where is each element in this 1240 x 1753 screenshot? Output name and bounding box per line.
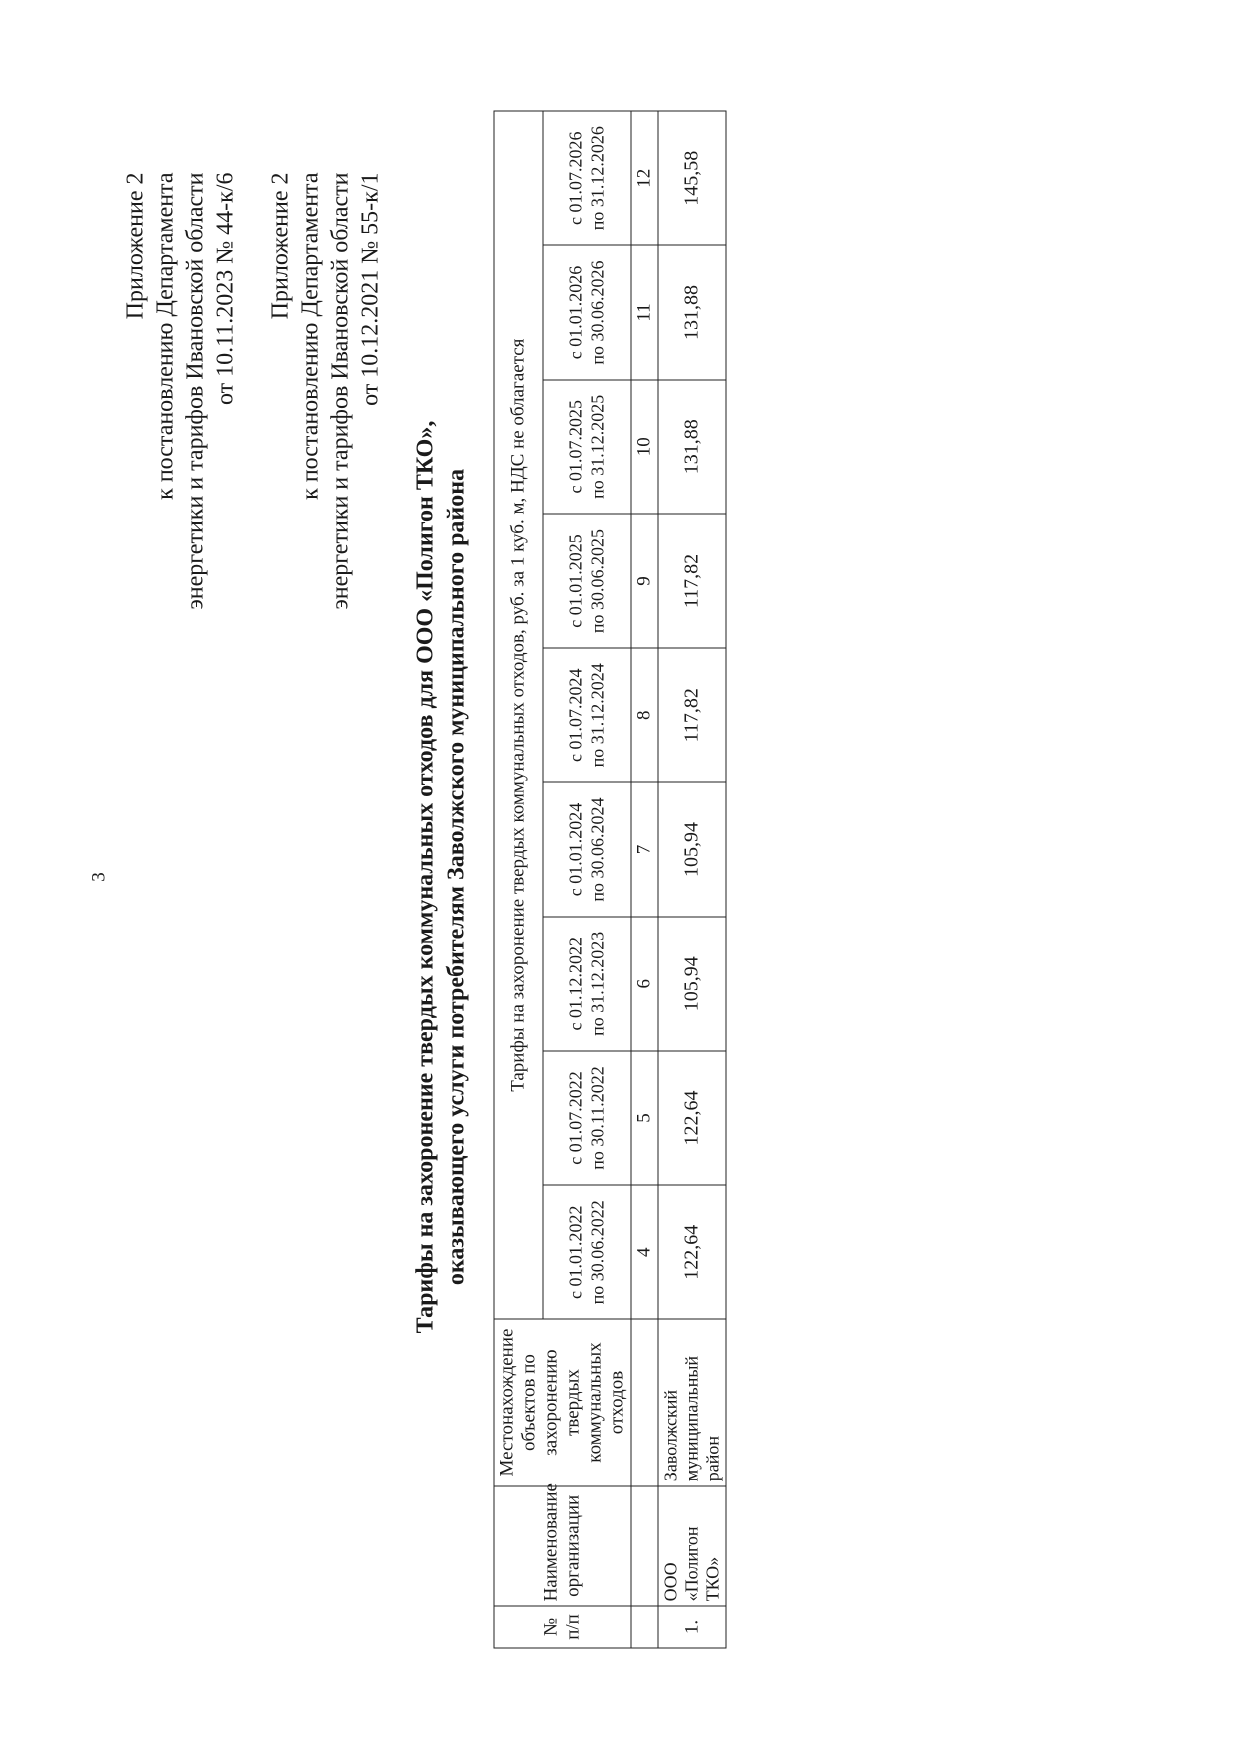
- period-header: с 01.01.2024 по 30.06.2024: [542, 782, 630, 916]
- tariff-value: 122,64: [658, 1050, 726, 1184]
- page-number: 3: [88, 871, 109, 882]
- column-number: 9: [631, 513, 658, 647]
- column-number: 5: [631, 1050, 658, 1184]
- tariff-value: 117,82: [658, 513, 726, 647]
- annex-line: Приложение 2: [267, 172, 293, 319]
- column-number: 10: [631, 379, 658, 513]
- header-org: Наименование организации: [494, 1485, 631, 1605]
- annex-line: энергетики и тарифов Ивановской области: [182, 172, 208, 610]
- period-header: с 01.01.2026 по 30.06.2026: [542, 245, 630, 379]
- annex-block-current: [120, 172, 240, 609]
- tariff-value: 131,88: [658, 379, 726, 513]
- period-header: с 01.01.2025 по 30.06.2025: [542, 513, 630, 647]
- period-header: с 01.07.2025 по 31.12.2025: [542, 379, 630, 513]
- period-header: с 01.07.2024 по 31.12.2024: [542, 648, 630, 782]
- column-number-row: [631, 111, 658, 1648]
- period-header: с 01.07.2022 по 30.11.2022: [542, 1050, 630, 1184]
- annex-line: к постановлению Департамента: [297, 172, 323, 500]
- row-num: 1.: [658, 1605, 726, 1647]
- column-number: 4: [631, 1185, 658, 1319]
- tariff-value: 105,94: [658, 916, 726, 1050]
- table-row: [658, 111, 726, 1648]
- annex-block-original: [265, 172, 385, 609]
- empty-cell: [631, 1605, 658, 1647]
- period-header: с 01.01.2022 по 30.06.2022: [542, 1185, 630, 1319]
- title-line: оказывающего услуги потребителям Заволжского муниципального района: [443, 468, 469, 1285]
- column-number: 11: [631, 245, 658, 379]
- annex-line: от 10.12.2021 № 55-к/1: [357, 172, 383, 406]
- empty-cell: [631, 1319, 658, 1485]
- annex-line: к постановлению Департамента: [152, 172, 178, 500]
- annex-line: от 10.11.2023 № 44-к/6: [212, 172, 238, 405]
- header-row-top: [494, 111, 543, 1648]
- header-num: № п/п: [494, 1605, 631, 1647]
- annex-line: энергетики и тарифов Ивановской области: [327, 172, 353, 610]
- period-header: с 01.07.2026 по 31.12.2026: [542, 111, 630, 245]
- column-number: 7: [631, 782, 658, 916]
- title-line: Тарифы на захоронение твердых коммунальных отходов для ООО «Полигон ТКО»,: [412, 420, 438, 1333]
- column-number: 6: [631, 916, 658, 1050]
- tariff-value: 145,58: [658, 111, 726, 245]
- document-title: [410, 0, 472, 1753]
- annex-line: Приложение 2: [122, 172, 148, 319]
- row-org: ООО «Полигон ТКО»: [658, 1485, 726, 1605]
- period-header: с 01.12.2022 по 31.12.2023: [542, 916, 630, 1050]
- tariff-value: 131,88: [658, 245, 726, 379]
- column-number: 8: [631, 648, 658, 782]
- empty-cell: [631, 1485, 658, 1605]
- header-tariffs-group: Тарифы на захоронение твердых коммунальных отходов, руб. за 1 куб. м, НДС не облагается: [494, 111, 543, 1319]
- tariffs-table: [493, 110, 726, 1648]
- row-location: Заволжский муниципальный район: [658, 1319, 726, 1485]
- column-number: 12: [631, 111, 658, 245]
- tariff-value: 117,82: [658, 648, 726, 782]
- tariff-value: 105,94: [658, 782, 726, 916]
- header-location: Местонахождение объектов по захоронению твердых коммунальных отходов: [494, 1319, 631, 1485]
- tariff-value: 122,64: [658, 1185, 726, 1319]
